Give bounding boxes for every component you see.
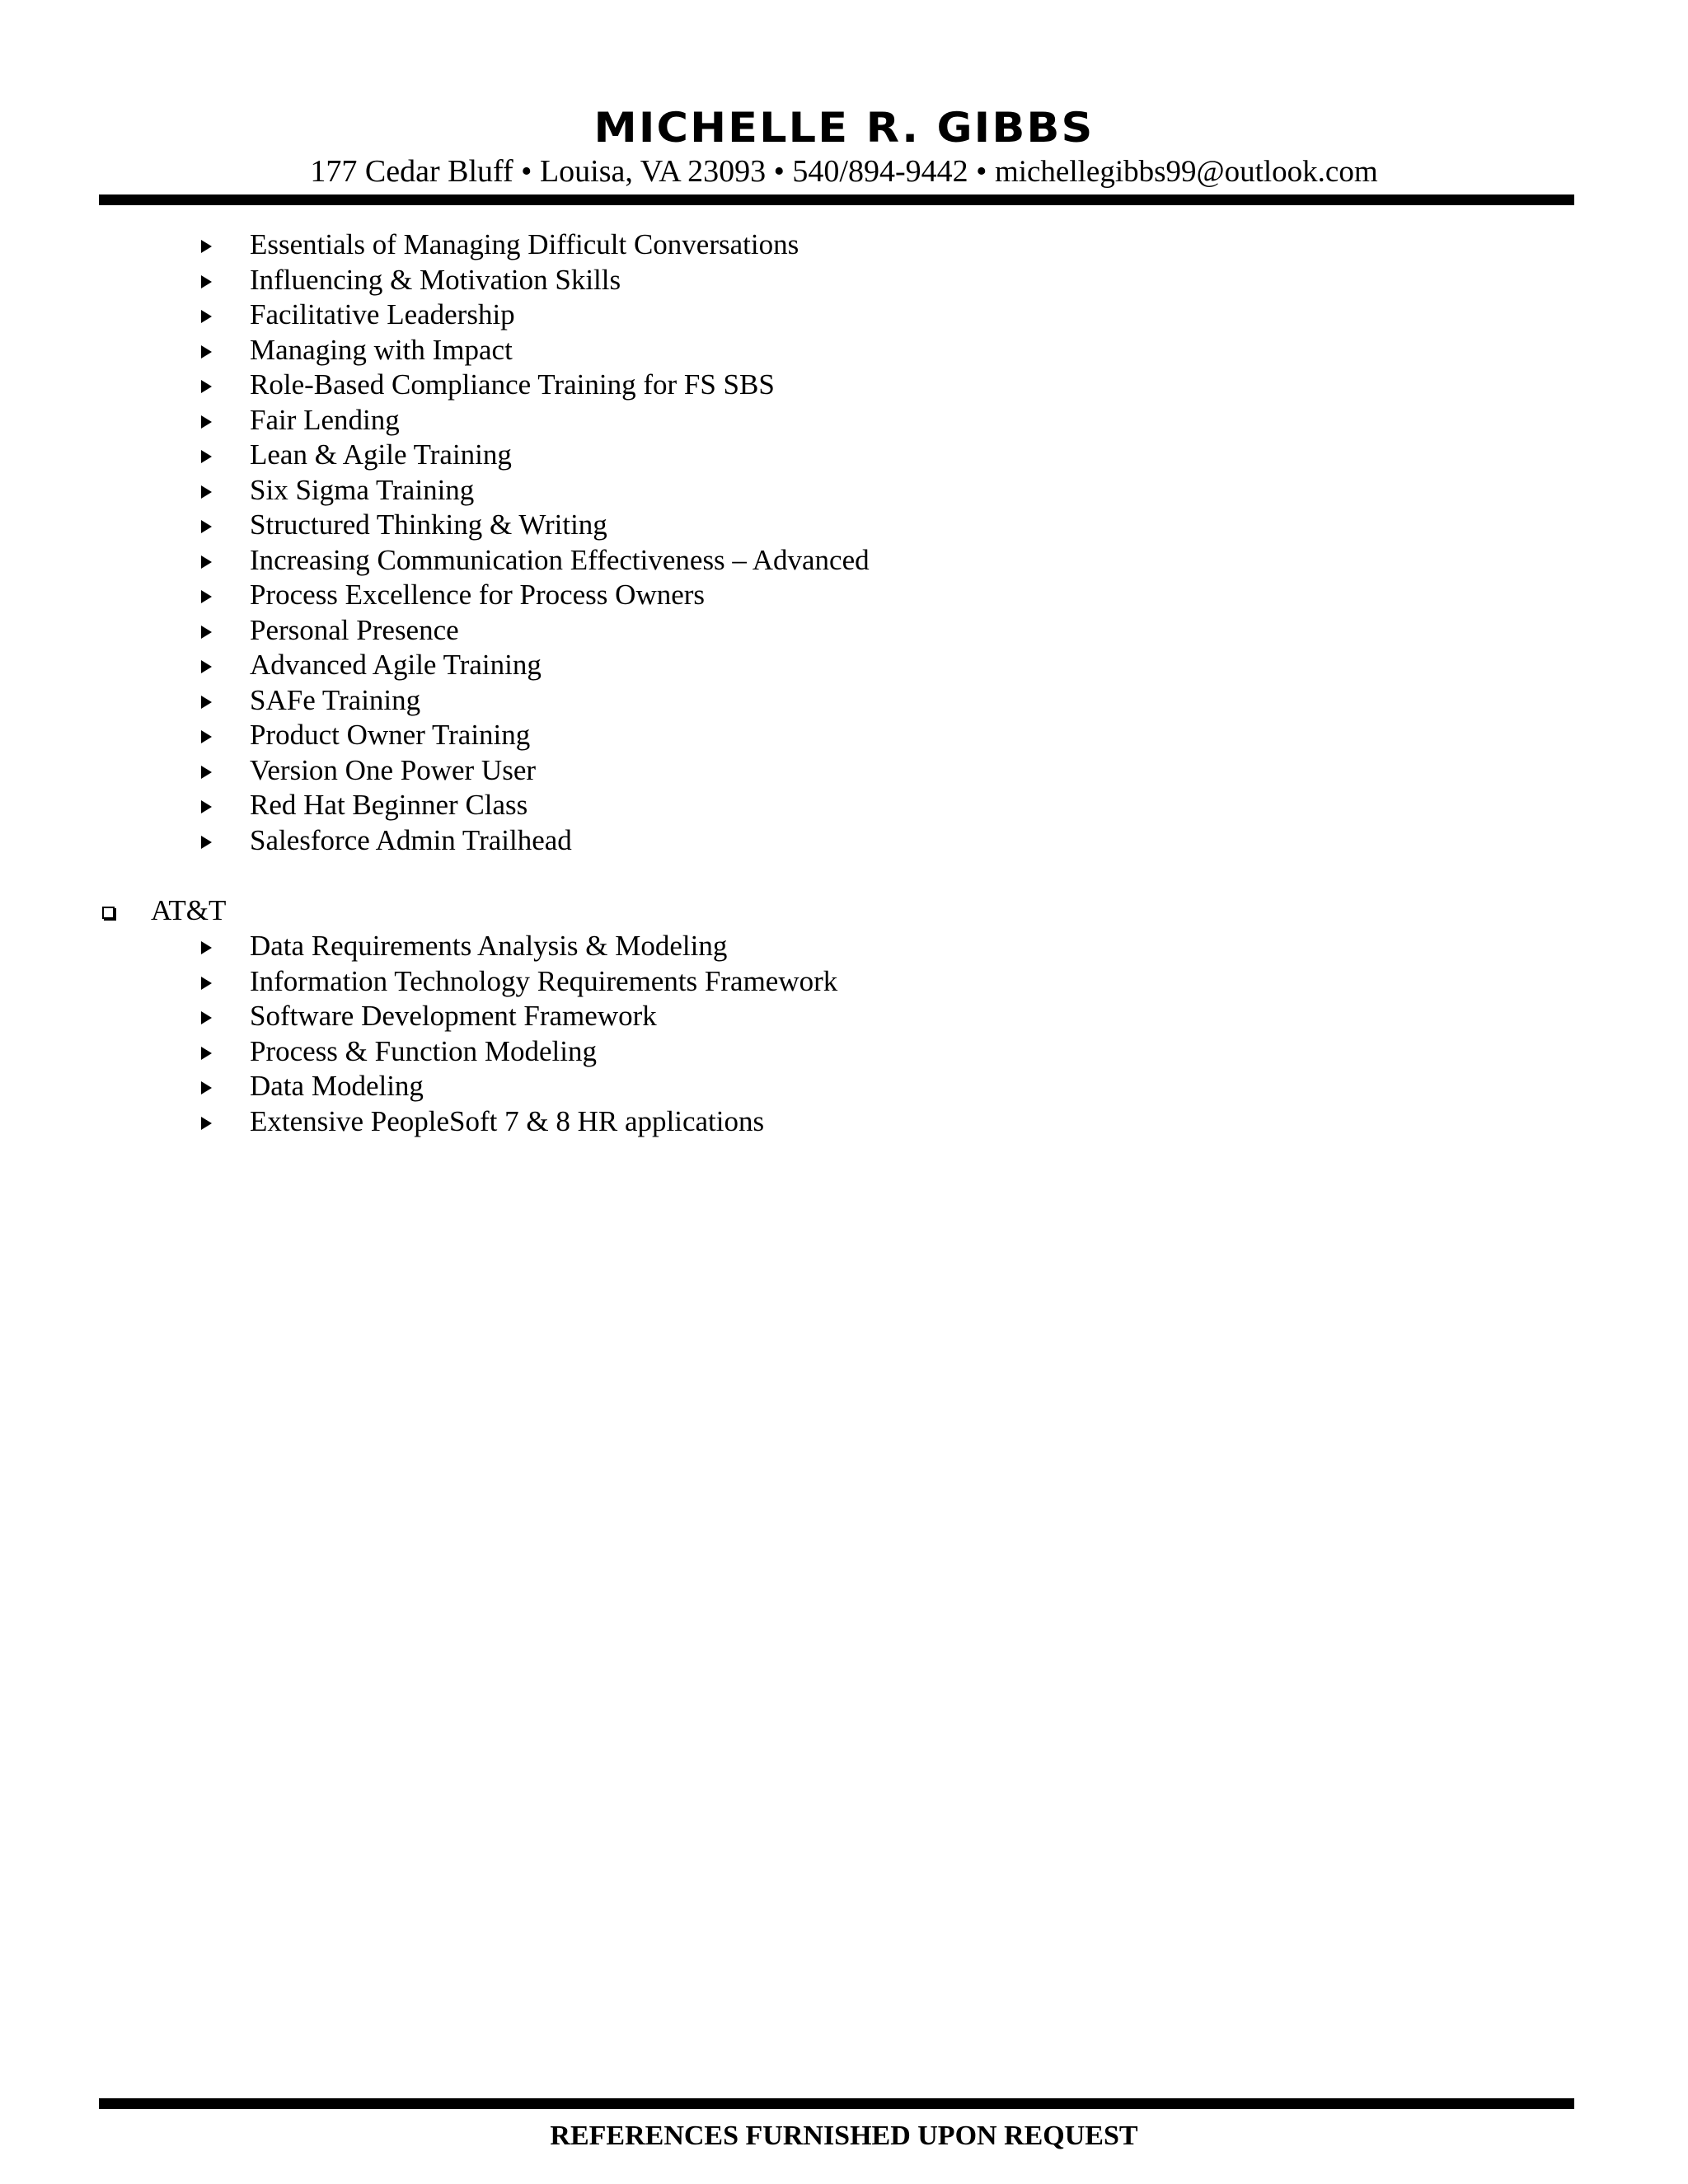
list-item-text: Advanced Agile Training (250, 649, 542, 681)
list-item-text: Personal Presence (250, 613, 459, 646)
separator-dot: • (521, 154, 532, 189)
contact-phone: 540/894-9442 (792, 154, 968, 189)
list-item-text: Essentials of Managing Difficult Conversations (250, 228, 799, 260)
header-rule (99, 194, 1574, 205)
contact-email: michellegibbs99@outlook.com (994, 155, 1378, 189)
triangle-bullet-icon (201, 1047, 212, 1060)
separator-dot: • (773, 154, 785, 189)
list-item-text: Six Sigma Training (250, 473, 475, 506)
contact-address: 177 Cedar Bluff (310, 154, 513, 189)
contact-city: Louisa, VA 23093 (539, 154, 767, 189)
triangle-bullet-icon (201, 380, 212, 393)
list-item-text: Information Technology Requirements Framework (250, 964, 838, 997)
triangle-bullet-icon (201, 977, 212, 990)
footer-rule (99, 2098, 1574, 2109)
triangle-bullet-icon (201, 275, 212, 288)
triangle-bullet-icon (201, 766, 212, 779)
list-item-text: Data Modeling (250, 1070, 424, 1102)
triangle-bullet-icon (201, 310, 212, 323)
list-item-text: Red Hat Beginner Class (250, 789, 528, 821)
list-item-text: Extensive PeopleSoft 7 & 8 HR applications (250, 1104, 765, 1137)
triangle-bullet-icon (201, 1117, 212, 1130)
triangle-bullet-icon (201, 555, 212, 569)
list-item-text: Version One Power User (250, 753, 537, 786)
list-item-text: Lean & Agile Training (250, 438, 512, 471)
triangle-bullet-icon (201, 1011, 212, 1024)
contact-line (0, 152, 1688, 192)
list-item-text: Role-Based Compliance Training for FS SBS (250, 368, 775, 401)
list-item-text: Influencing & Motivation Skills (250, 263, 621, 296)
triangle-bullet-icon (201, 626, 212, 639)
list-item-text: SAFe Training (250, 683, 421, 716)
list-item-text: Salesforce Admin Trailhead (250, 823, 572, 856)
triangle-bullet-icon (201, 730, 212, 743)
candidate-name: MICHELLE R. GIBBS (593, 104, 1095, 152)
list-item-text: Data Requirements Analysis & Modeling (250, 930, 728, 962)
list-item-text: Process & Function Modeling (250, 1034, 597, 1067)
list-item-text: Facilitative Leadership (250, 298, 515, 330)
list-item-text: Process Excellence for Process Owners (250, 579, 706, 611)
section-heading-text: AT&T (151, 894, 227, 926)
list-item-text: Managing with Impact (250, 333, 513, 366)
triangle-bullet-icon (201, 345, 212, 359)
triangle-bullet-icon (201, 485, 212, 499)
list-item-text: Structured Thinking & Writing (250, 509, 607, 541)
triangle-bullet-icon (201, 800, 212, 813)
triangle-bullet-icon (201, 450, 212, 463)
triangle-bullet-icon (201, 941, 212, 954)
references-footer: REFERENCES FURNISHED UPON REQUEST (550, 2121, 1138, 2151)
triangle-bullet-icon (201, 836, 212, 849)
triangle-bullet-icon (201, 590, 212, 603)
list-item-text: Software Development Framework (250, 1000, 657, 1032)
triangle-bullet-icon (201, 696, 212, 709)
triangle-bullet-icon (201, 520, 212, 533)
list-item-text: Product Owner Training (250, 719, 531, 751)
triangle-bullet-icon (201, 415, 212, 429)
separator-dot: • (976, 154, 987, 189)
list-item-text: Increasing Communication Effectiveness – Advanced (250, 543, 870, 576)
list-item-text: Fair Lending (250, 403, 400, 436)
triangle-bullet-icon (201, 1081, 212, 1094)
square-bullet-icon (102, 907, 115, 919)
triangle-bullet-icon (201, 240, 212, 253)
triangle-bullet-icon (201, 660, 212, 673)
